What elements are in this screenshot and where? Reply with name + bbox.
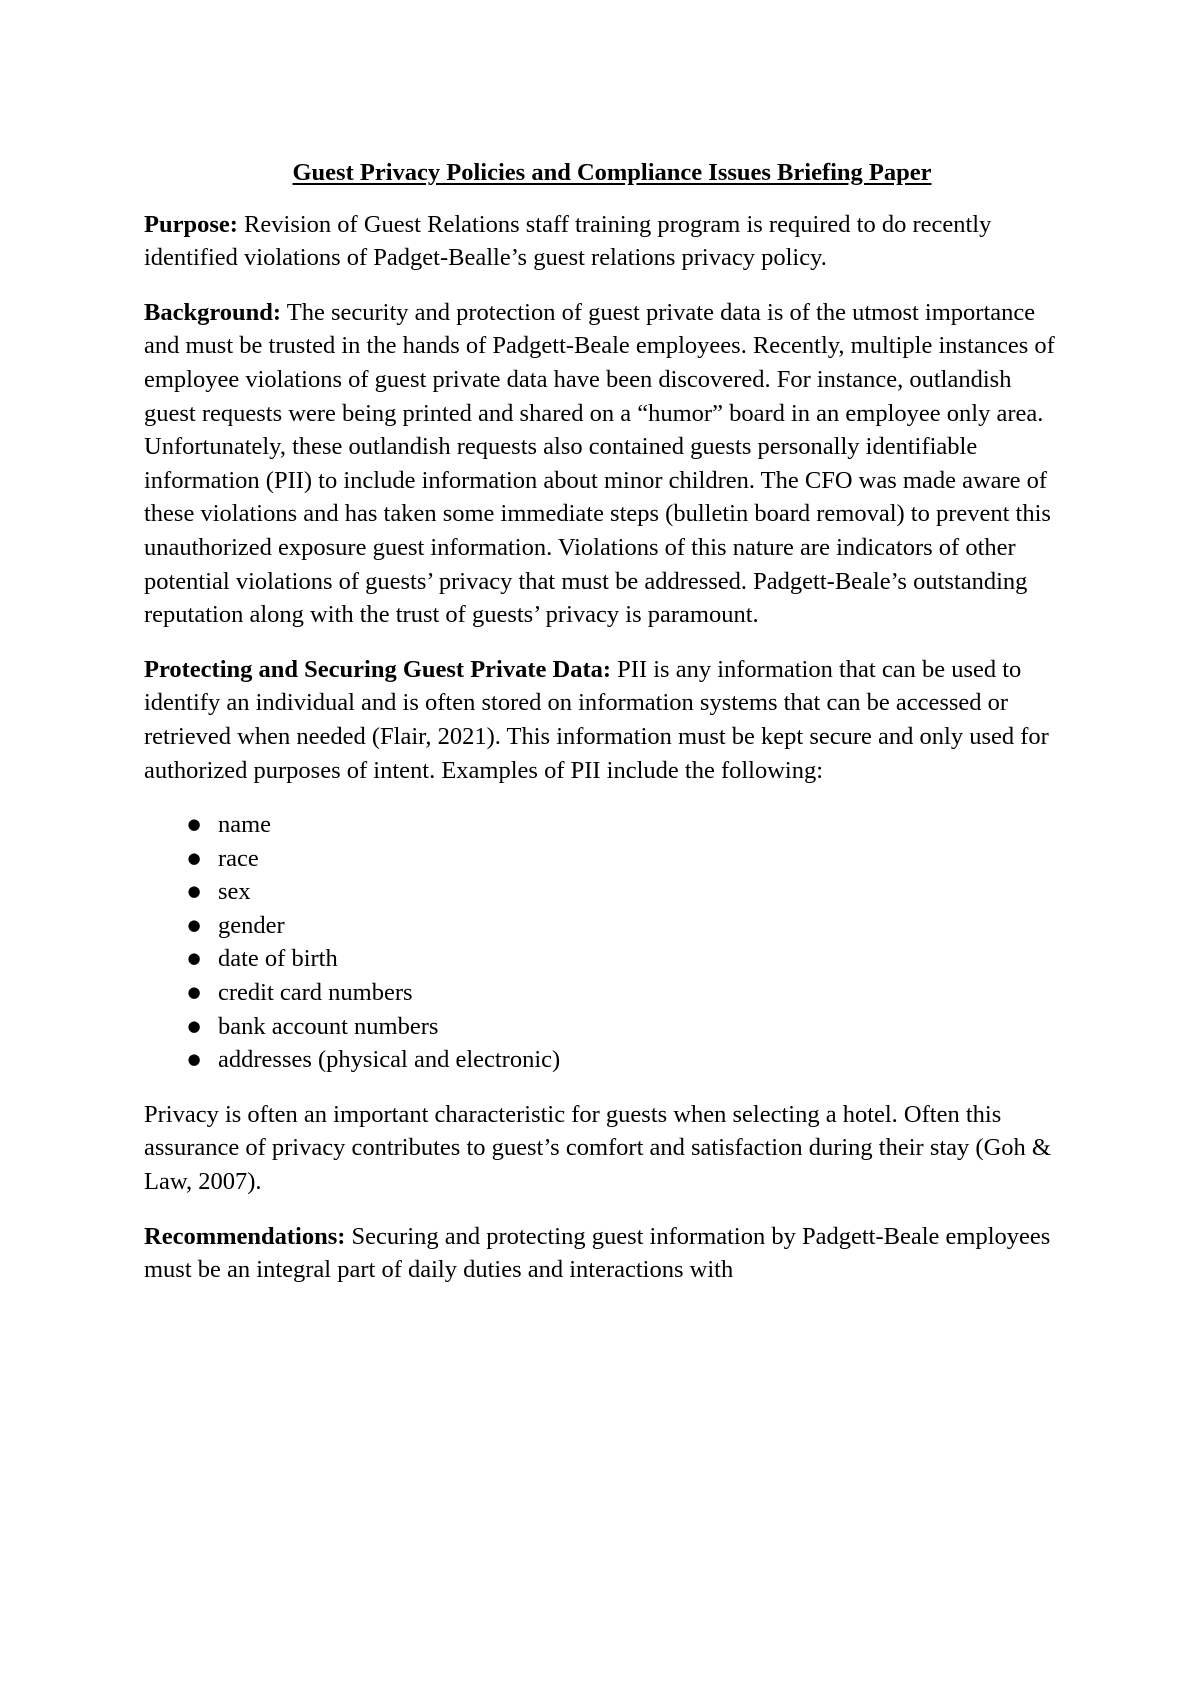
bullet-icon: ● bbox=[187, 815, 201, 834]
list-item bbox=[184, 942, 1064, 976]
list-item-text: gender bbox=[218, 911, 285, 939]
list-item bbox=[184, 976, 1064, 1010]
bullet-icon: ● bbox=[187, 1050, 201, 1069]
bullet-icon: ● bbox=[187, 1016, 201, 1035]
bullet-icon: ● bbox=[187, 983, 201, 1002]
list-item bbox=[184, 1010, 1064, 1044]
background-text: The security and protection of guest private data is of the utmost importance and must be trusted in the hands of Padgett-Beale employees. Recently, multiple instances of employee violations of guest private data have been discovered. For instance, outlandish guest requests were being printed and shared on a “humor” board in an employee only area. Unfortunately, these outlandish requests also contained guests personally identifiable information (PII) to include information about minor children. The CFO was made aware of these violations and has taken some immediate steps (bulletin board removal) to prevent this unauthorized exposure guest information. Violations of this nature are indicators of other potential violations of guests’ privacy that must be addressed. Padgett-Beale’s outstanding reputation along with the trust of guests’ privacy is paramount. bbox=[144, 298, 1055, 629]
recommendations-section bbox=[144, 1220, 1064, 1287]
list-item bbox=[184, 1043, 1064, 1077]
bullet-icon: ● bbox=[187, 848, 201, 867]
list-item-text: addresses (physical and electronic) bbox=[218, 1046, 561, 1074]
list-item-text: date of birth bbox=[218, 945, 338, 973]
protecting-label: Protecting and Securing Guest Private Data: bbox=[144, 655, 612, 683]
background-section bbox=[144, 296, 1064, 632]
bullet-icon: ● bbox=[187, 949, 201, 968]
bullet-icon: ● bbox=[187, 915, 201, 934]
background-label: Background: bbox=[144, 298, 282, 326]
list-item-text: credit card numbers bbox=[218, 979, 413, 1007]
protecting-section bbox=[144, 653, 1064, 787]
privacy-paragraph: Privacy is often an important characteristic for guests when selecting a hotel. Often this assurance of privacy contributes to guest’s comfort and satisfaction during their stay (Goh & Law, 2007). bbox=[144, 1100, 1051, 1196]
recommendations-text: Securing and protecting guest information by Padgett-Beale employees must be an integral part of daily duties and interactions with bbox=[144, 1222, 1051, 1284]
list-item-text: race bbox=[218, 844, 259, 872]
purpose-text: Revision of Guest Relations staff training program is required to do recently identified violations of Padget-Bealle’s guest relations privacy policy. bbox=[144, 210, 992, 272]
list-item bbox=[184, 875, 1064, 909]
protecting-text: PII is any information that can be used to identify an individual and is often stored on information systems that can be accessed or retrieved when needed (Flair, 2021). This information must be kept secure and only used for authorized purposes of intent. Examples of PII include the following: bbox=[144, 655, 1049, 784]
list-item-text: name bbox=[218, 811, 272, 839]
pii-examples-list bbox=[144, 808, 1064, 1077]
list-item bbox=[184, 842, 1064, 876]
purpose-section bbox=[144, 208, 1064, 275]
purpose-label: Purpose: bbox=[144, 210, 238, 238]
list-item bbox=[184, 909, 1064, 943]
list-item-text: sex bbox=[218, 878, 251, 906]
list-item-text: bank account numbers bbox=[218, 1012, 439, 1040]
document-title: Guest Privacy Policies and Compliance Issues Briefing Paper bbox=[292, 159, 932, 186]
recommendations-label: Recommendations: bbox=[144, 1222, 346, 1250]
bullet-icon: ● bbox=[187, 882, 201, 901]
list-item bbox=[184, 808, 1064, 842]
document-body bbox=[144, 156, 1064, 1308]
